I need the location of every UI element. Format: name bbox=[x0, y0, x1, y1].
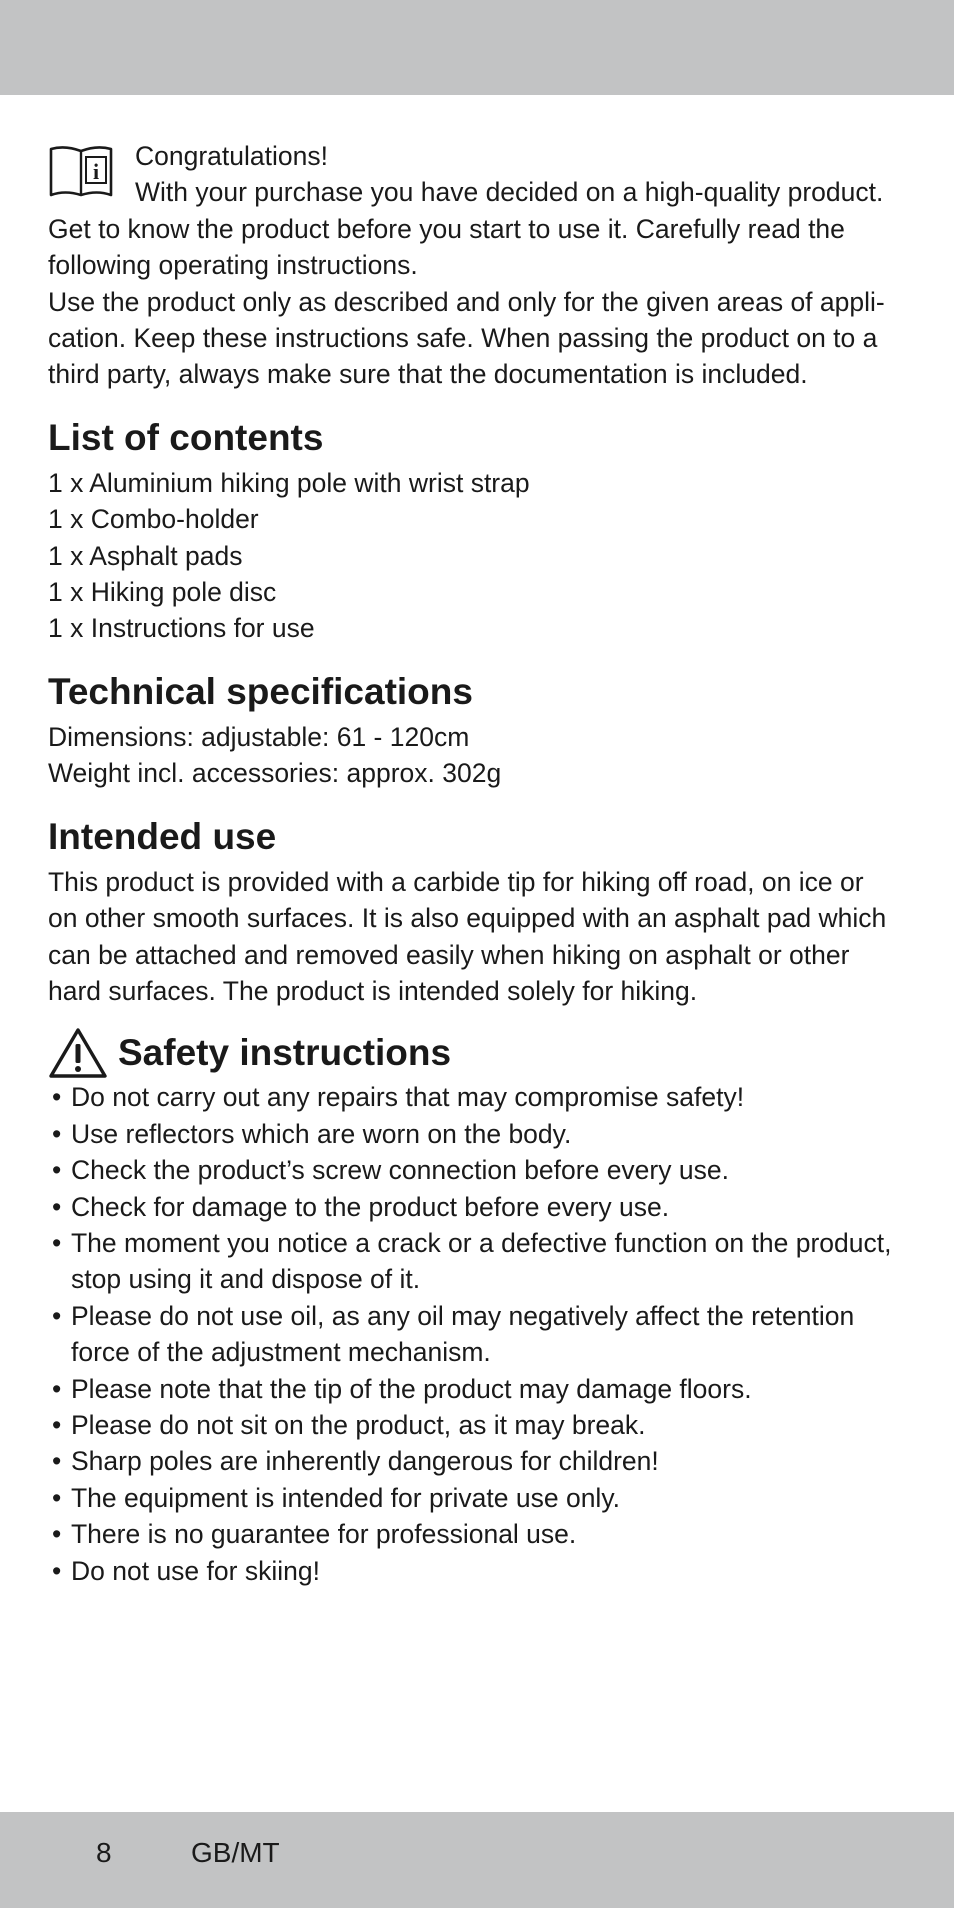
list-item: • Check for damage to the product before every use. bbox=[48, 1189, 898, 1225]
list-item: • Do not use for skiing! bbox=[48, 1553, 898, 1589]
list-item: • Please do not sit on the product, as it may break. bbox=[48, 1407, 898, 1443]
spec-weight: Weight incl. accessories: approx. 302g bbox=[48, 758, 502, 789]
intro-section bbox=[48, 138, 898, 393]
list-item: 1 x Asphalt pads bbox=[48, 540, 243, 571]
list-item: • Please note that the tip of the product may damage floors. bbox=[48, 1371, 898, 1407]
intended-line: hard surfaces. The product is intended solely for hiking. bbox=[48, 975, 698, 1006]
intro-line: Get to know the product before you start to use it. Carefully read the bbox=[48, 213, 845, 244]
specs-heading: Technical specifications bbox=[48, 670, 473, 712]
language-code: GB/MT bbox=[191, 1837, 280, 1868]
page-number: 8 bbox=[96, 1837, 112, 1868]
list-item: • Do not carry out any repairs that may compromise safety! bbox=[48, 1079, 898, 1115]
list-item: 1 x Combo-holder bbox=[48, 504, 259, 535]
list-item: • The equipment is intended for private use only. bbox=[48, 1480, 898, 1516]
footer-band bbox=[0, 1812, 954, 1908]
intro-line: With your purchase you have decided on a high-quality product. bbox=[135, 177, 884, 208]
safety-list bbox=[48, 1079, 898, 1589]
intro-line: following operating instructions. bbox=[48, 250, 418, 281]
page-content bbox=[48, 138, 898, 1589]
intro-line: third party, always make sure that the documentation is included. bbox=[48, 359, 808, 390]
svg-text:i: i bbox=[92, 159, 100, 184]
list-item: • Please do not use oil, as any oil may negatively affect the retention force of the adjustment mechanism. bbox=[48, 1298, 898, 1371]
header-band bbox=[0, 0, 954, 95]
warning-icon bbox=[48, 1027, 108, 1079]
intro-line: cation. Keep these instructions safe. When passing the product on to a bbox=[48, 323, 878, 354]
safety-heading: Safety instructions bbox=[118, 1032, 452, 1074]
list-item: • There is no guarantee for professional use. bbox=[48, 1516, 898, 1552]
congrats-text: Congratulations! bbox=[135, 141, 328, 171]
list-item: • Sharp poles are inherently dangerous for children! bbox=[48, 1443, 898, 1479]
list-item: • Use reflectors which are worn on the body. bbox=[48, 1116, 898, 1152]
intended-line: on other smooth surfaces. It is also equipped with an asphalt pad which bbox=[48, 903, 887, 934]
list-item: 1 x Aluminium hiking pole with wrist strap bbox=[48, 467, 530, 498]
contents-list bbox=[48, 465, 898, 647]
list-item: • The moment you notice a crack or a defective function on the product, stop using it and dispose of it. bbox=[48, 1225, 898, 1298]
intro-line: Use the product only as described and only for the given areas of appli- bbox=[48, 286, 885, 317]
safety-heading-row bbox=[48, 1027, 898, 1079]
contents-heading: List of contents bbox=[48, 416, 324, 458]
list-item: 1 x Hiking pole disc bbox=[48, 577, 277, 608]
spec-dimensions: Dimensions: adjustable: 61 - 120cm bbox=[48, 721, 470, 752]
intended-heading: Intended use bbox=[48, 815, 277, 857]
intended-line: can be attached and removed easily when hiking on asphalt or other bbox=[48, 939, 850, 970]
read-instructions-icon bbox=[48, 145, 114, 199]
intended-line: This product is provided with a carbide tip for hiking off road, on ice or bbox=[48, 866, 864, 897]
list-item: • Check the product’s screw connection before every use. bbox=[48, 1152, 898, 1188]
list-item: 1 x Instructions for use bbox=[48, 613, 315, 644]
